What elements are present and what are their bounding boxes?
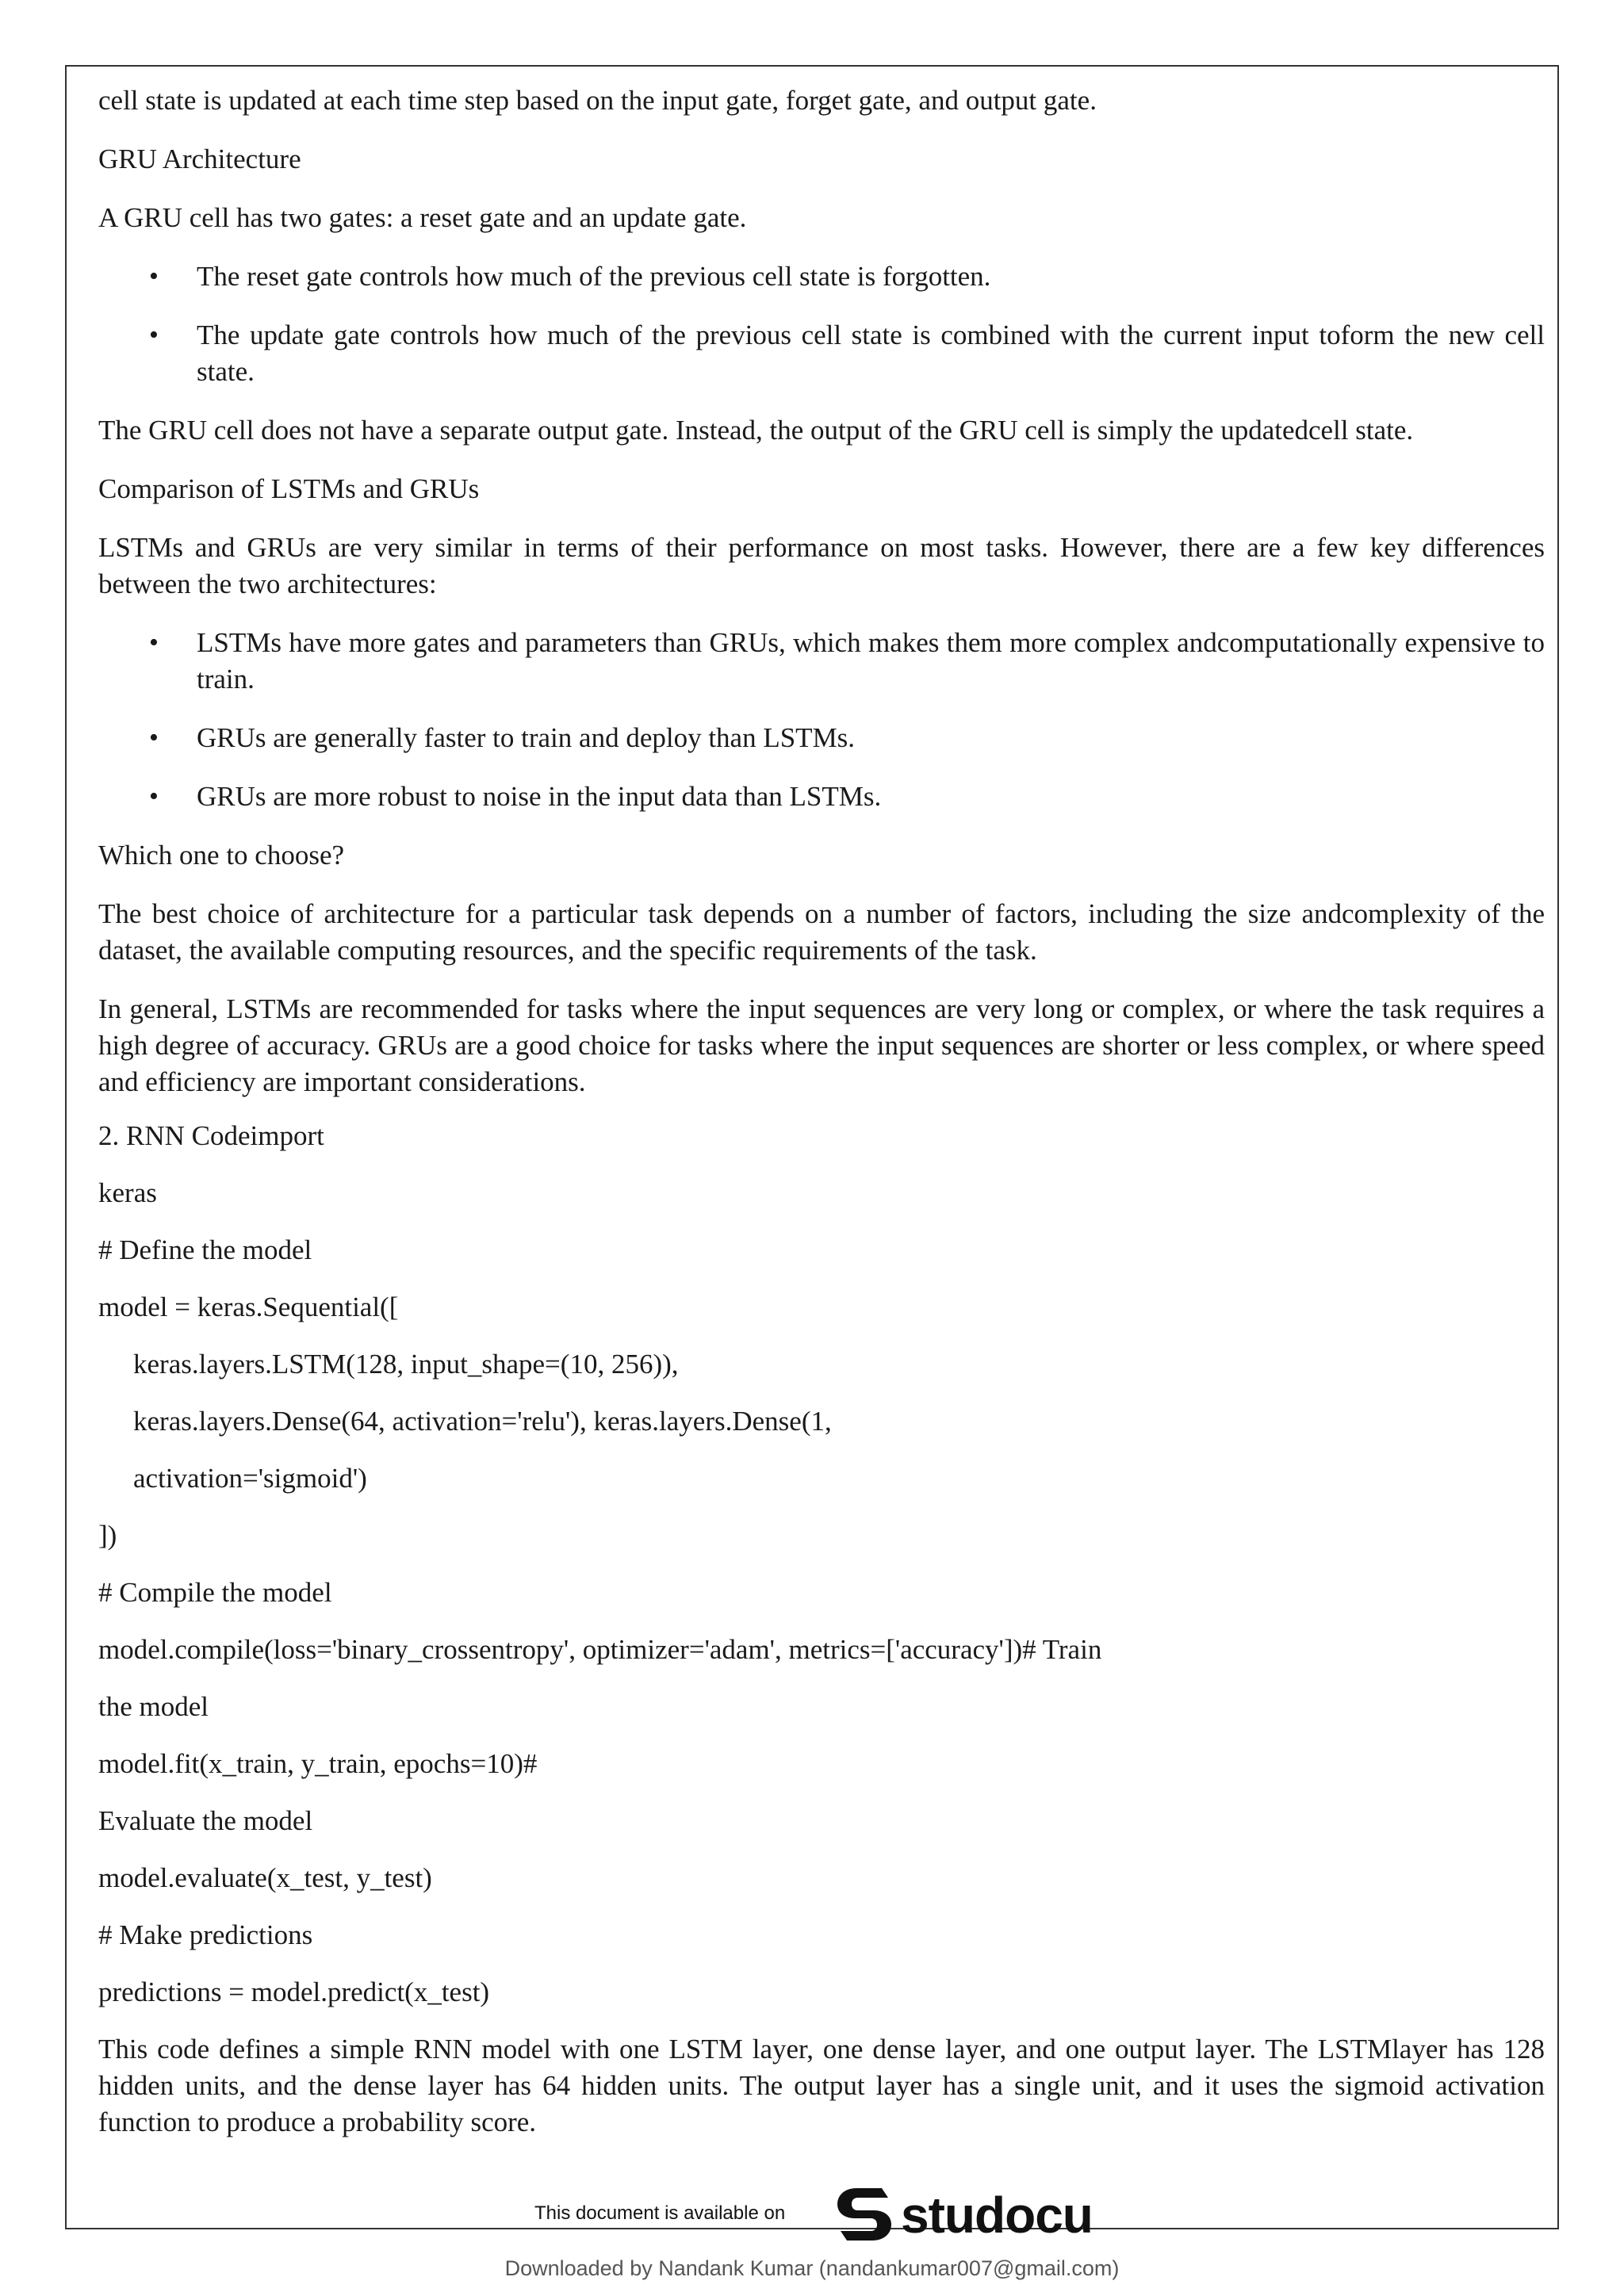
code-comment: # Make predictions bbox=[98, 1919, 313, 1950]
paragraph-gru-output: The GRU cell does not have a separate output gate. Instead, the output of the GRU cell is simply the updatedcell state. bbox=[98, 415, 1414, 446]
studocu-logo[interactable] bbox=[833, 2182, 1093, 2248]
available-on-text: This document is available on bbox=[534, 2202, 786, 2224]
comparison-list bbox=[98, 625, 1545, 815]
list-item: • LSTMs have more gates and parameters than GRUs, which makes them more complex andcomputationally expensive to train. bbox=[98, 625, 1545, 698]
code-line: Evaluate the model bbox=[98, 1805, 313, 1836]
code-line: model.evaluate(x_test, y_test) bbox=[98, 1862, 432, 1893]
code-line: predictions = model.predict(x_test) bbox=[98, 1976, 490, 2007]
code-comment: # Define the model bbox=[98, 1234, 312, 1265]
code-line: the model bbox=[98, 1691, 209, 1722]
heading-which-to-choose: Which one to choose? bbox=[98, 840, 345, 871]
heading-comparison: Comparison of LSTMs and GRUs bbox=[98, 473, 480, 504]
heading-gru-architecture: GRU Architecture bbox=[98, 144, 301, 174]
paragraph-cell-state: cell state is updated at each time step based on the input gate, forget gate, and output gate. bbox=[98, 85, 1097, 116]
paragraph-choose-1: The best choice of architecture for a particular task depends on a number of factors, including the size andcomplexity of the dataset, the available computing resources, and the specific requirements of the task. bbox=[98, 898, 1545, 966]
downloaded-by-footer: Downloaded by Nandank Kumar (nandankumar007@gmail.com) bbox=[504, 2256, 1120, 2280]
paragraph-comparison-intro: LSTMs and GRUs are very similar in terms of their performance on most tasks. However, there are a few key differences between the two architectures: bbox=[98, 532, 1545, 599]
list-item: • The reset gate controls how much of the previous cell state is forgotten. bbox=[98, 258, 1545, 295]
studocu-wordmark: studocu bbox=[901, 2187, 1093, 2244]
code-line: model.compile(loss='binary_crossentropy', optimizer='adam', metrics=['accuracy'])# Train bbox=[98, 1634, 1102, 1665]
code-line: keras.layers.Dense(64, activation='relu'), keras.layers.Dense(1, bbox=[133, 1406, 832, 1437]
code-line: keras bbox=[98, 1177, 157, 1208]
paragraph-gru-intro: A GRU cell has two gates: a reset gate and an update gate. bbox=[98, 202, 747, 233]
paragraph-summary: This code defines a simple RNN model with one LSTM layer, one dense layer, and one output layer. The LSTMlayer has 128 hidden units, and the dense layer has 64 hidden units. The output layer has a single unit, and it uses the sigmoid activation function to produce a probability score. bbox=[98, 2034, 1545, 2137]
list-item: • The update gate controls how much of the previous cell state is combined with the current input toform the new cell state. bbox=[98, 317, 1545, 390]
code-line: 2. RNN Codeimport bbox=[98, 1120, 324, 1151]
code-line: keras.layers.LSTM(128, input_shape=(10, 256)), bbox=[133, 1349, 679, 1380]
gru-gate-list bbox=[98, 258, 1545, 390]
code-line: model = keras.Sequential([ bbox=[98, 1292, 399, 1322]
code-line: activation='sigmoid') bbox=[133, 1463, 367, 1494]
list-item: • GRUs are generally faster to train and deploy than LSTMs. bbox=[98, 720, 1545, 756]
code-comment: # Compile the model bbox=[98, 1577, 332, 1608]
paragraph-choose-2: In general, LSTMs are recommended for tasks where the input sequences are very long or complex, or where the task requires a high degree of accuracy. GRUs are a good choice for tasks where the input sequences are shorter or less complex, or where speed and efficiency are important considerations. bbox=[98, 993, 1545, 1097]
studocu-s-icon bbox=[833, 2182, 896, 2249]
document-body bbox=[98, 82, 1545, 2163]
code-line: model.fit(x_train, y_train, epochs=10)# bbox=[98, 1748, 538, 1779]
code-line: ]) bbox=[98, 1520, 117, 1551]
list-item: • GRUs are more robust to noise in the input data than LSTMs. bbox=[98, 779, 1545, 815]
